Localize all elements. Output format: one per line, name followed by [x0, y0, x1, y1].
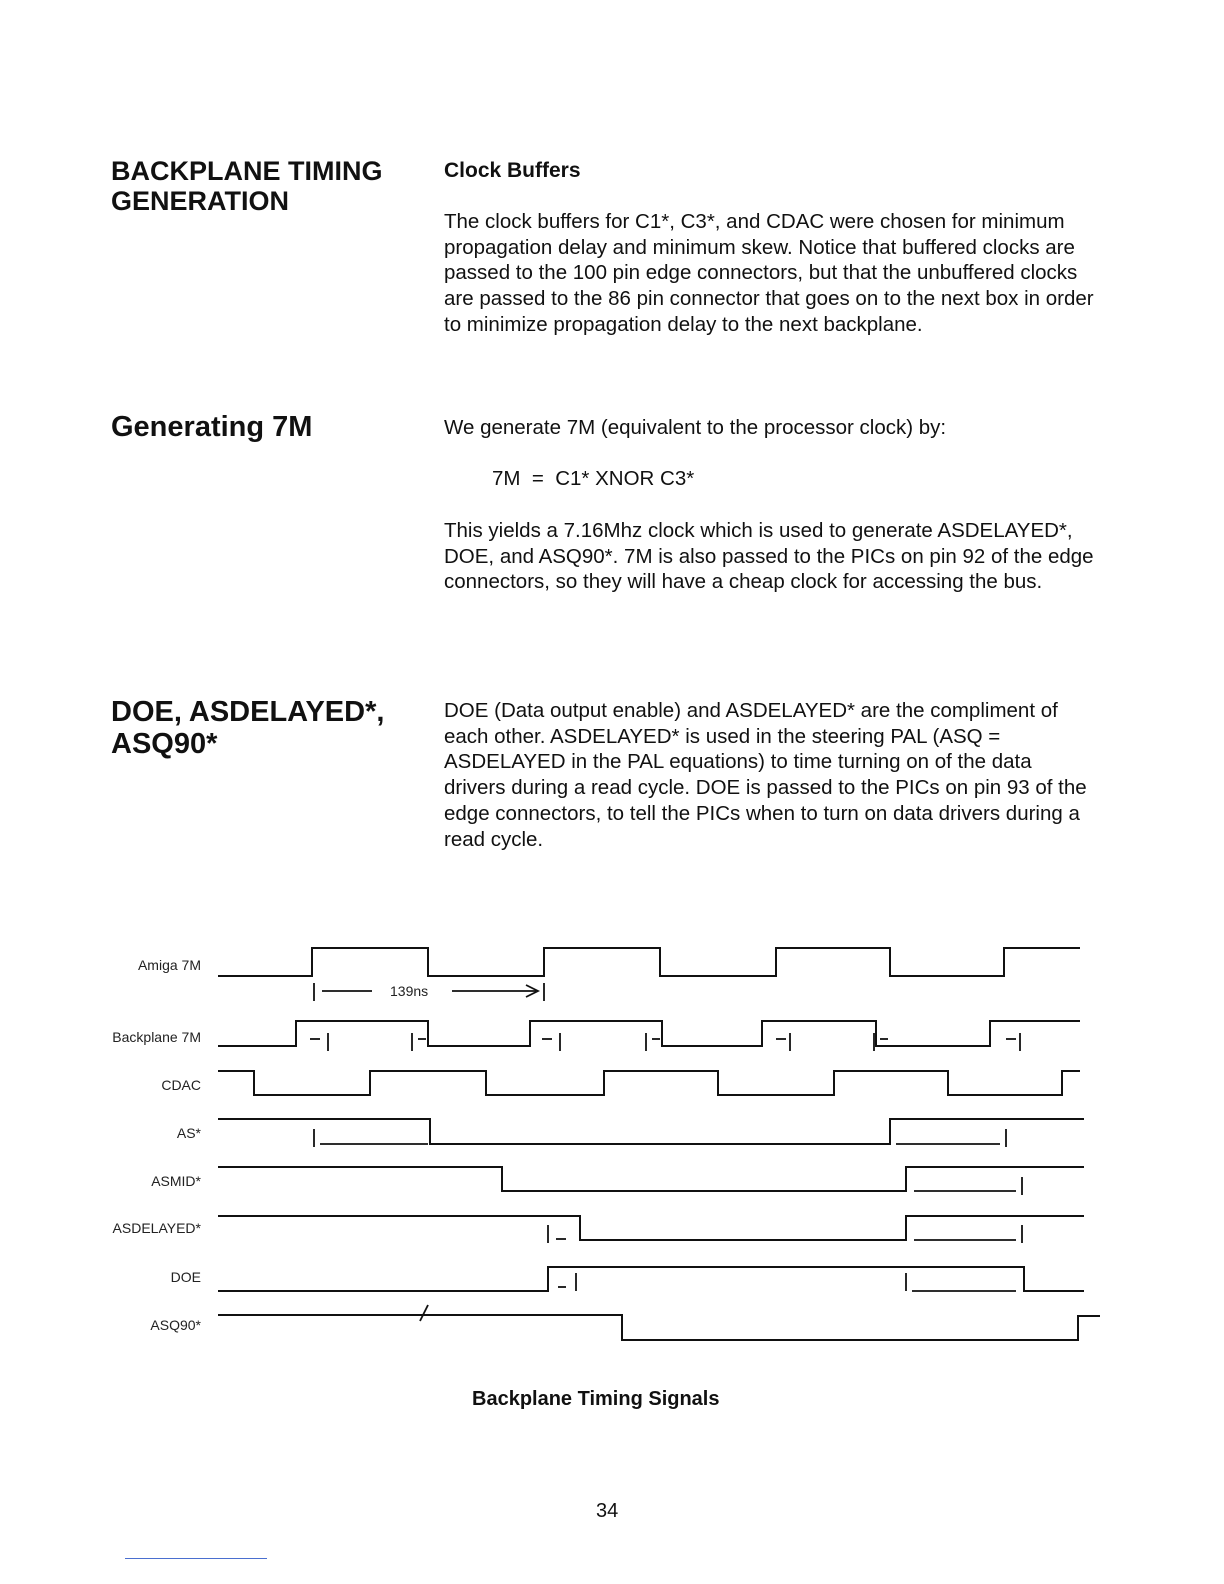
asq90-slash-mark [420, 1305, 428, 1321]
waveform-amiga-7m [218, 948, 1080, 976]
signal-label-cdac: CDAC [161, 1077, 201, 1093]
figure-caption: Backplane Timing Signals [472, 1388, 720, 1410]
subheading-clock-buffers: Clock Buffers [444, 159, 581, 182]
waveform-as [218, 1119, 1084, 1144]
signal-label-asmid: ASMID* [151, 1173, 201, 1189]
waveform-doe [218, 1267, 1084, 1291]
signal-label-asdelayed: ASDELAYED* [112, 1220, 201, 1236]
asmid-delay-marks [914, 1177, 1022, 1195]
waveform-cdac [218, 1071, 1080, 1095]
backplane-7m-delay-marks [310, 1033, 1020, 1051]
paragraph-doe-asdelayed: DOE (Data output enable) and ASDELAYED* are the compliment of each other. ASDELAYED* is used in the steering PAL (ASQ = ASDELAYED in the PAL equations) to time turning on of the data drivers during a read cycle. DOE is passed to the PICs on pin 93 of the edge connectors, to tell the PICs when to turn on data drivers during a read cycle. [444, 699, 1087, 851]
signal-label-asq90: ASQ90* [150, 1317, 201, 1333]
paragraph-7m-body: This yields a 7.16Mhz clock which is used to generate ASDELAYED*, DOE, and ASQ90*. 7M is also passed to the PICs on pin 92 of the edge connectors, so they will have a cheap clock for accessing the bus. [444, 519, 1094, 594]
timing-diagram [100, 935, 1110, 1360]
waveform-asmid [218, 1167, 1084, 1191]
paragraph-7m-intro: We generate 7M (equivalent to the processor clock) by: [444, 416, 947, 439]
waveform-backplane-7m [218, 1021, 1080, 1046]
section-heading-doe-asdelayed: DOE, ASDELAYED*, ASQ90* [111, 696, 385, 761]
paragraph-clock-buffers: The clock buffers for C1*, C3*, and CDAC were chosen for minimum propagation delay and minimum skew. Notice that buffered clocks are passed to the 100 pin edge connectors, but that the unbuffered clocks are passed to the 86 pin connector that goes on to the next box in order to minimize propagation delay to the next backplane. [444, 210, 1094, 336]
page-number: 34 [596, 1500, 619, 1522]
waveform-asdelayed [218, 1216, 1084, 1240]
footer-rule [125, 1558, 267, 1559]
waveform-asq90 [218, 1315, 1100, 1340]
doe-delay-marks [558, 1273, 1016, 1291]
section-heading-generating-7m: Generating 7M [111, 411, 313, 443]
signal-label-doe: DOE [170, 1269, 201, 1285]
signal-label-as: AS* [176, 1125, 201, 1141]
formula-7m: 7M = C1* XNOR C3* [492, 467, 695, 490]
signal-label-backplane-7m: Backplane 7M [112, 1029, 201, 1045]
period-label: 139ns [390, 983, 429, 999]
section-heading-backplane-timing: BACKPLANE TIMING GENERATION [111, 156, 383, 217]
signal-label-amiga-7m: Amiga 7M [137, 957, 201, 973]
